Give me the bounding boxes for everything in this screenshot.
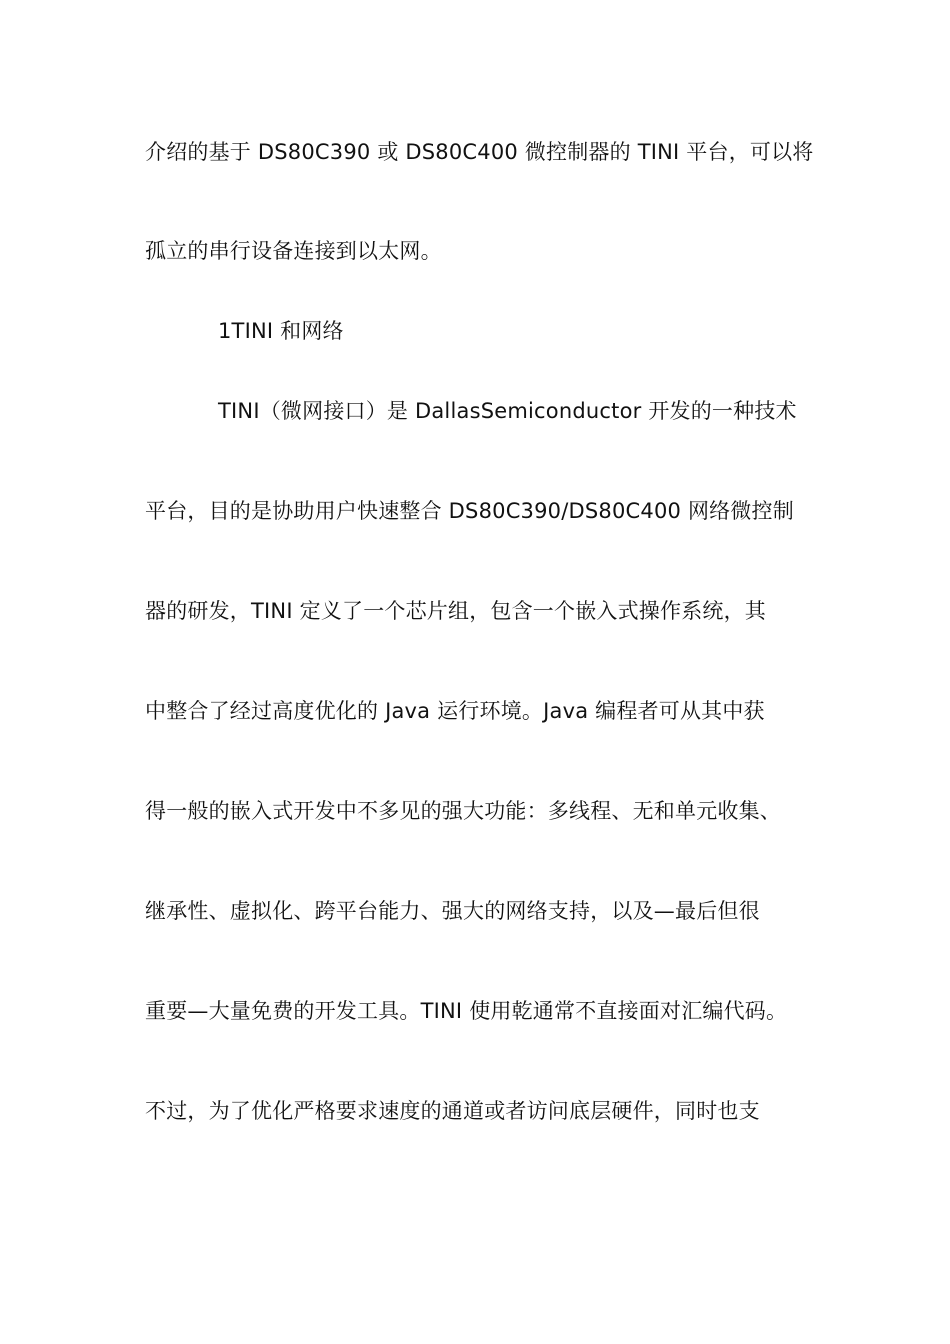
paragraph-line: 器的研发，TINI 定义了一个芯片组，包含一个嵌入式操作系统，其 bbox=[145, 599, 766, 623]
paragraph-line: 重要—大量免费的开发工具。TINI 使用乾通常不直接面对汇编代码。 bbox=[145, 999, 788, 1023]
paragraph-line: 孤立的串行设备连接到以太网。 bbox=[145, 239, 442, 263]
paragraph-line: 不过，为了优化严格要求速度的通道或者访问底层硬件，同时也支 bbox=[145, 1099, 760, 1123]
paragraph-line: 继承性、虚拟化、跨平台能力、强大的网络支持，以及—最后但很 bbox=[145, 899, 760, 923]
paragraph-line: 中整合了经过高度优化的 Java 运行环境。Java 编程者可从其中获 bbox=[145, 699, 765, 723]
paragraph-line: 平台，目的是协助用户快速整合 DS80C390/DS80C400 网络微控制 bbox=[145, 499, 794, 523]
paragraph-line: 介绍的基于 DS80C390 或 DS80C400 微控制器的 TINI 平台，可以将 bbox=[145, 140, 814, 164]
paragraph-line: TINI（微网接口）是 DallasSemiconductor 开发的一种技术 bbox=[218, 399, 797, 423]
paragraph-line: 得一般的嵌入式开发中不多见的强大功能：多线程、无和单元收集、 bbox=[145, 799, 781, 823]
section-heading: 1TINI 和网络 bbox=[218, 319, 344, 343]
